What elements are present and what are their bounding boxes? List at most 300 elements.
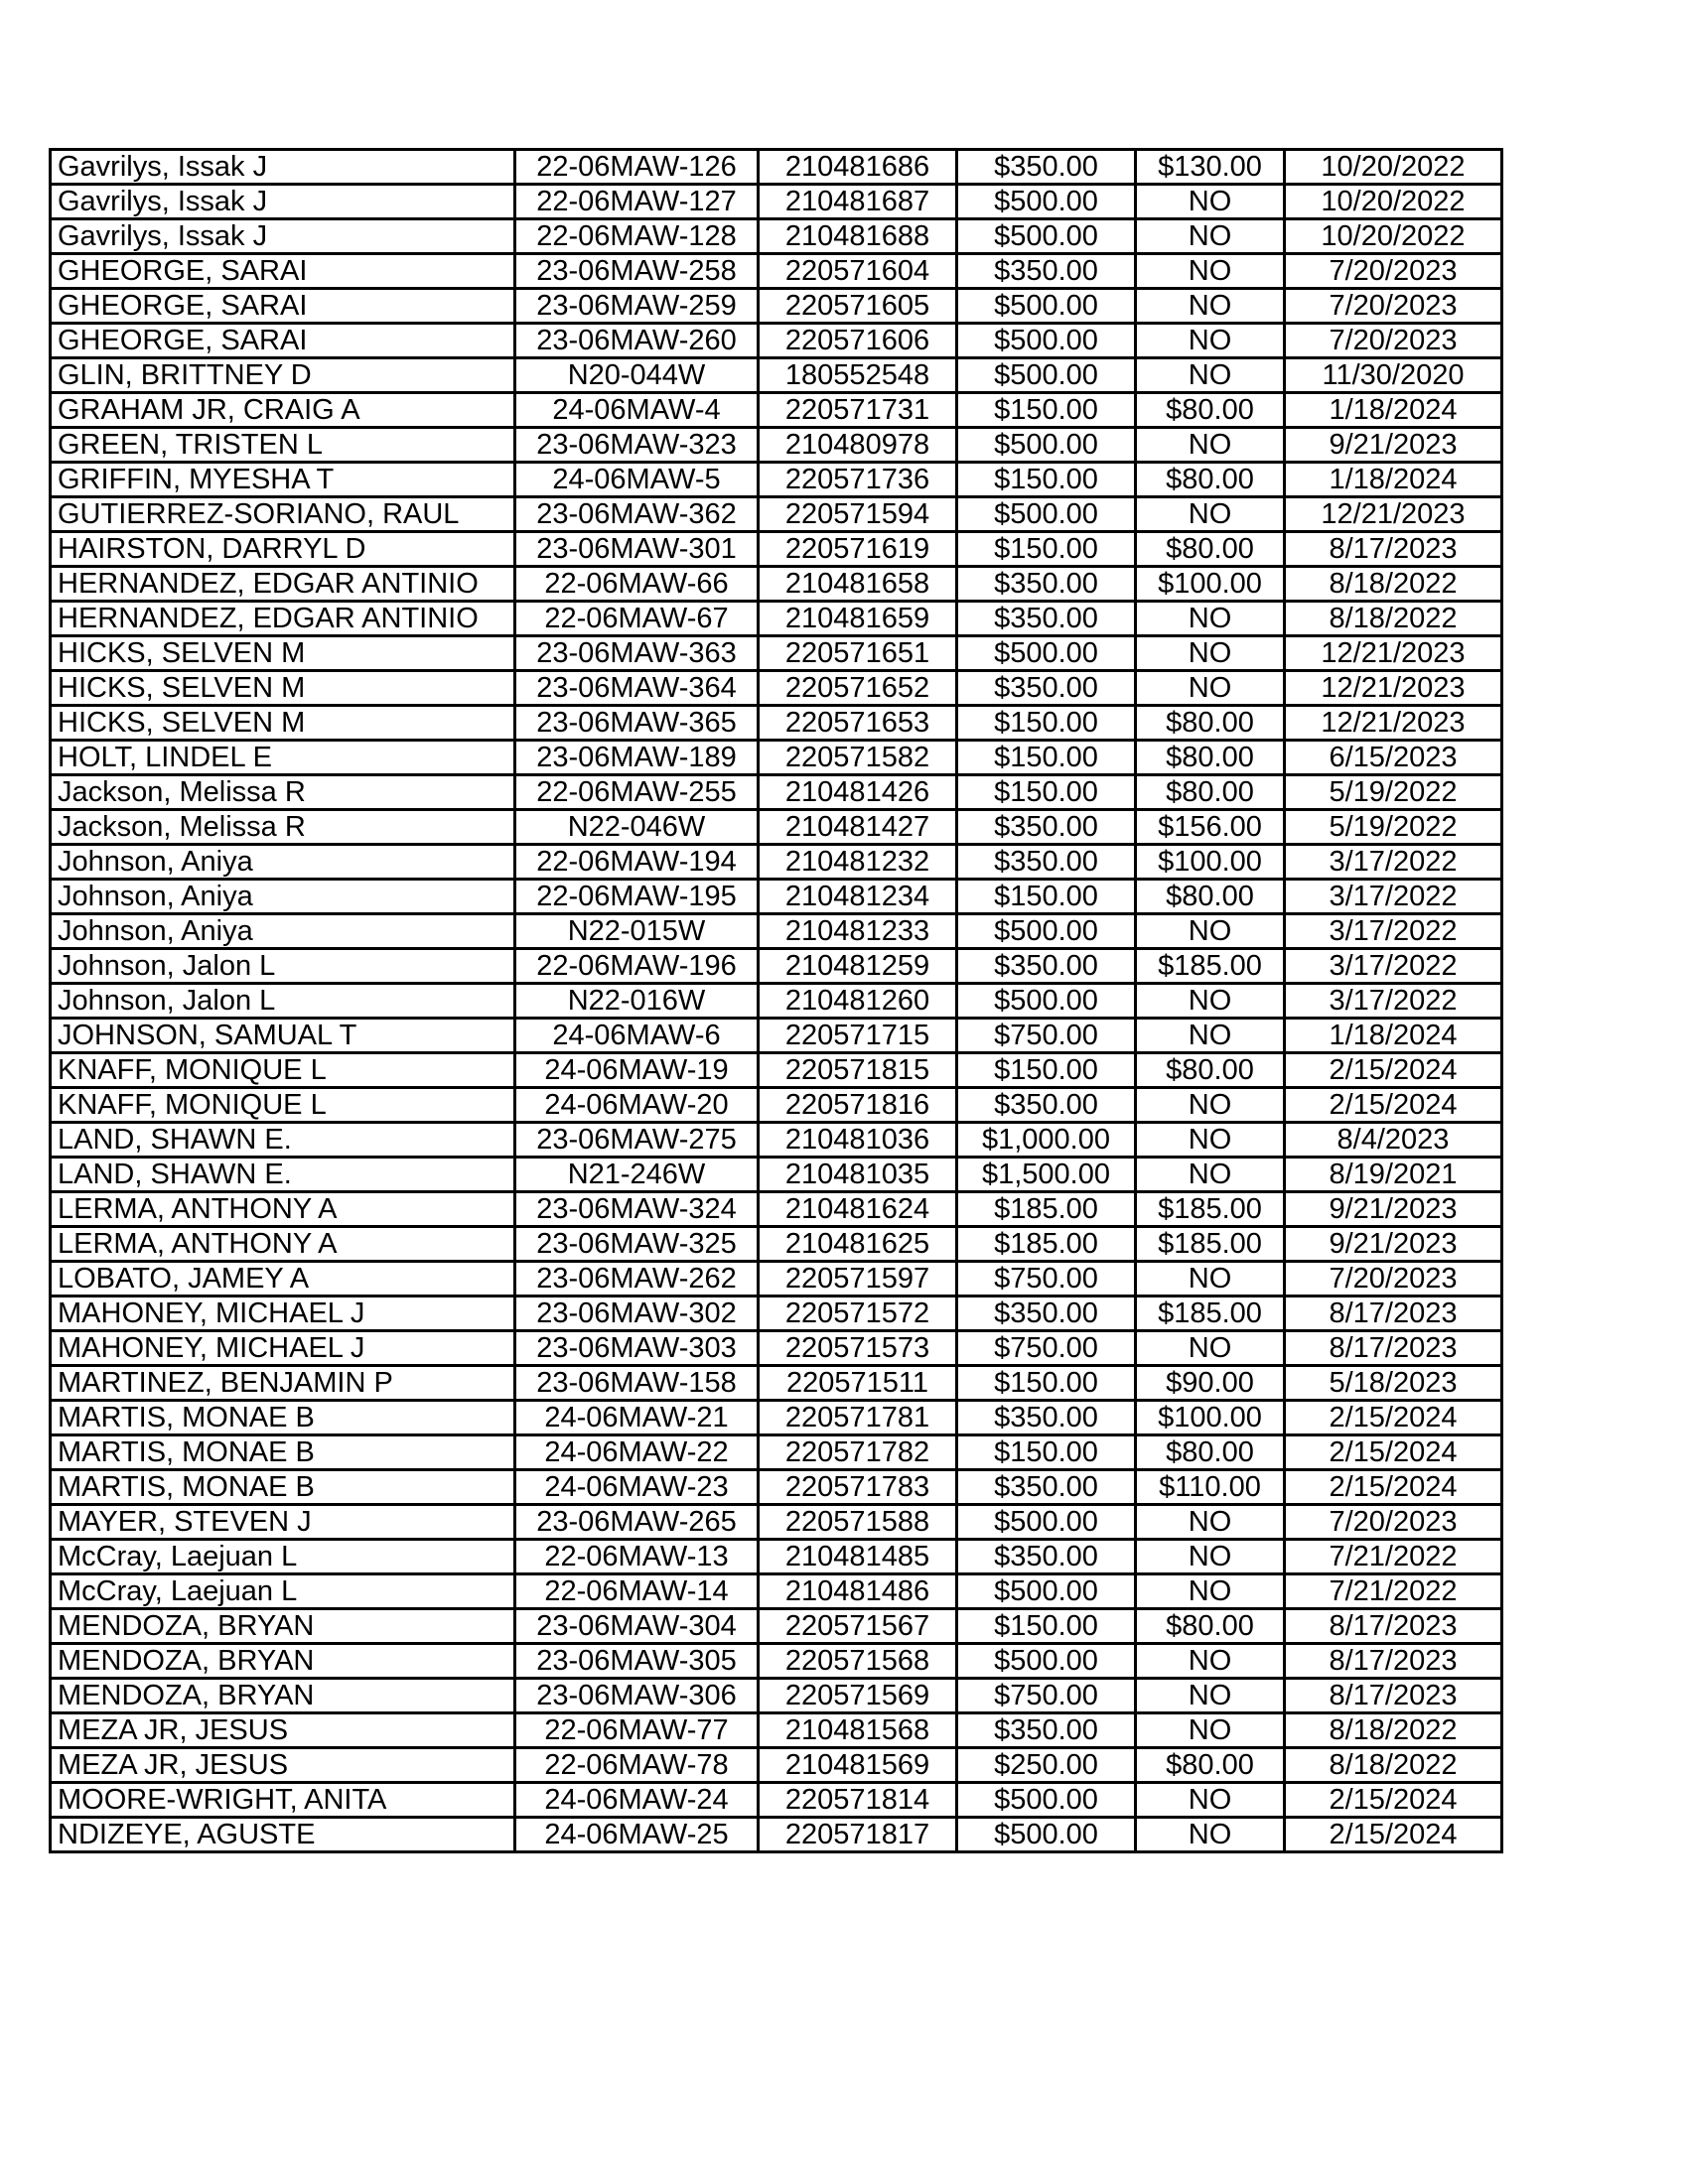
case-number-cell: 24-06MAW-24 <box>515 1783 759 1818</box>
date-cell: 7/21/2022 <box>1285 1540 1502 1574</box>
amount-cell: $750.00 <box>957 1019 1136 1053</box>
table-row <box>51 185 1502 219</box>
date-cell: 2/15/2024 <box>1285 1053 1502 1088</box>
paid-cell: NO <box>1136 289 1285 324</box>
table-row <box>51 358 1502 393</box>
name-cell: GLIN, BRITTNEY D <box>51 358 515 393</box>
table-row <box>51 254 1502 289</box>
ticket-number-cell: 210481259 <box>759 949 957 984</box>
paid-cell: $156.00 <box>1136 810 1285 845</box>
case-number-cell: 22-06MAW-194 <box>515 845 759 880</box>
name-cell: GUTIERREZ-SORIANO, RAUL <box>51 497 515 532</box>
paid-cell: NO <box>1136 1088 1285 1123</box>
case-number-cell: 24-06MAW-6 <box>515 1019 759 1053</box>
paid-cell: $185.00 <box>1136 1297 1285 1331</box>
case-number-cell: 22-06MAW-14 <box>515 1574 759 1609</box>
name-cell: MENDOZA, BRYAN <box>51 1644 515 1679</box>
amount-cell: $500.00 <box>957 1644 1136 1679</box>
name-cell: McCray, Laejuan L <box>51 1574 515 1609</box>
amount-cell: $350.00 <box>957 1297 1136 1331</box>
name-cell: HAIRSTON, DARRYL D <box>51 532 515 567</box>
paid-cell: $80.00 <box>1136 463 1285 497</box>
case-number-cell: 22-06MAW-77 <box>515 1713 759 1748</box>
table-row <box>51 1088 1502 1123</box>
paid-cell: NO <box>1136 1783 1285 1818</box>
case-number-cell: 23-06MAW-260 <box>515 324 759 358</box>
ticket-number-cell: 210481234 <box>759 880 957 914</box>
date-cell: 9/21/2023 <box>1285 1227 1502 1262</box>
name-cell: Johnson, Aniya <box>51 880 515 914</box>
amount-cell: $750.00 <box>957 1679 1136 1713</box>
date-cell: 1/18/2024 <box>1285 393 1502 428</box>
paid-cell: NO <box>1136 1158 1285 1192</box>
paid-cell: $80.00 <box>1136 880 1285 914</box>
table-row <box>51 1401 1502 1435</box>
table-row <box>51 636 1502 671</box>
amount-cell: $250.00 <box>957 1748 1136 1783</box>
table-row <box>51 1297 1502 1331</box>
case-number-cell: 23-06MAW-302 <box>515 1297 759 1331</box>
name-cell: MAHONEY, MICHAEL J <box>51 1331 515 1366</box>
case-number-cell: 23-06MAW-325 <box>515 1227 759 1262</box>
case-number-cell: 22-06MAW-66 <box>515 567 759 602</box>
date-cell: 8/4/2023 <box>1285 1123 1502 1158</box>
table-row <box>51 393 1502 428</box>
amount-cell: $500.00 <box>957 1818 1136 1852</box>
ticket-number-cell: 220571572 <box>759 1297 957 1331</box>
ticket-number-cell: 210481659 <box>759 602 957 636</box>
name-cell: JOHNSON, SAMUAL T <box>51 1019 515 1053</box>
name-cell: Johnson, Aniya <box>51 845 515 880</box>
table-row <box>51 1053 1502 1088</box>
case-number-cell: 22-06MAW-255 <box>515 775 759 810</box>
name-cell: MARTIS, MONAE B <box>51 1435 515 1470</box>
amount-cell: $150.00 <box>957 706 1136 741</box>
amount-cell: $500.00 <box>957 219 1136 254</box>
amount-cell: $500.00 <box>957 185 1136 219</box>
paid-cell: $80.00 <box>1136 532 1285 567</box>
date-cell: 5/19/2022 <box>1285 810 1502 845</box>
name-cell: Johnson, Jalon L <box>51 984 515 1019</box>
table-row <box>51 602 1502 636</box>
paid-cell: $90.00 <box>1136 1366 1285 1401</box>
paid-cell: NO <box>1136 1818 1285 1852</box>
paid-cell: $80.00 <box>1136 1435 1285 1470</box>
ticket-number-cell: 210481687 <box>759 185 957 219</box>
ticket-number-cell: 220571582 <box>759 741 957 775</box>
ticket-number-cell: 220571569 <box>759 1679 957 1713</box>
amount-cell: $500.00 <box>957 324 1136 358</box>
ticket-number-cell: 210481485 <box>759 1540 957 1574</box>
paid-cell: NO <box>1136 219 1285 254</box>
case-number-cell: 23-06MAW-306 <box>515 1679 759 1713</box>
paid-cell: $185.00 <box>1136 1192 1285 1227</box>
paid-cell: $185.00 <box>1136 1227 1285 1262</box>
ticket-number-cell: 210481568 <box>759 1713 957 1748</box>
name-cell: HICKS, SELVEN M <box>51 636 515 671</box>
ticket-number-cell: 210481427 <box>759 810 957 845</box>
name-cell: GHEORGE, SARAI <box>51 254 515 289</box>
date-cell: 10/20/2022 <box>1285 219 1502 254</box>
name-cell: LAND, SHAWN E. <box>51 1158 515 1192</box>
date-cell: 12/21/2023 <box>1285 636 1502 671</box>
case-number-cell: 23-06MAW-304 <box>515 1609 759 1644</box>
date-cell: 3/17/2022 <box>1285 845 1502 880</box>
ticket-number-cell: 210481426 <box>759 775 957 810</box>
case-number-cell: 23-06MAW-365 <box>515 706 759 741</box>
paid-cell: NO <box>1136 1331 1285 1366</box>
case-number-cell: 23-06MAW-275 <box>515 1123 759 1158</box>
case-number-cell: 24-06MAW-4 <box>515 393 759 428</box>
name-cell: Gavrilys, Issak J <box>51 150 515 185</box>
date-cell: 7/20/2023 <box>1285 254 1502 289</box>
paid-cell: $80.00 <box>1136 1053 1285 1088</box>
ticket-number-cell: 220571606 <box>759 324 957 358</box>
table-row <box>51 1435 1502 1470</box>
amount-cell: $350.00 <box>957 567 1136 602</box>
name-cell: MEZA JR, JESUS <box>51 1713 515 1748</box>
date-cell: 9/21/2023 <box>1285 428 1502 463</box>
date-cell: 8/17/2023 <box>1285 1679 1502 1713</box>
case-number-cell: N22-016W <box>515 984 759 1019</box>
paid-cell: NO <box>1136 1123 1285 1158</box>
ticket-number-cell: 210481688 <box>759 219 957 254</box>
ticket-number-cell: 210481035 <box>759 1158 957 1192</box>
name-cell: HERNANDEZ, EDGAR ANTINIO <box>51 567 515 602</box>
case-number-cell: 24-06MAW-22 <box>515 1435 759 1470</box>
case-number-cell: 23-06MAW-301 <box>515 532 759 567</box>
amount-cell: $500.00 <box>957 1505 1136 1540</box>
table-row <box>51 463 1502 497</box>
date-cell: 7/20/2023 <box>1285 324 1502 358</box>
case-number-cell: 24-06MAW-20 <box>515 1088 759 1123</box>
date-cell: 2/15/2024 <box>1285 1470 1502 1505</box>
paid-cell: NO <box>1136 1262 1285 1297</box>
case-number-cell: 23-06MAW-158 <box>515 1366 759 1401</box>
case-number-cell: 22-06MAW-127 <box>515 185 759 219</box>
amount-cell: $185.00 <box>957 1227 1136 1262</box>
case-number-cell: 23-06MAW-265 <box>515 1505 759 1540</box>
paid-cell: $185.00 <box>1136 949 1285 984</box>
case-number-cell: 23-06MAW-363 <box>515 636 759 671</box>
ticket-number-cell: 220571652 <box>759 671 957 706</box>
name-cell: MENDOZA, BRYAN <box>51 1609 515 1644</box>
table-row <box>51 845 1502 880</box>
date-cell: 3/17/2022 <box>1285 984 1502 1019</box>
table-row <box>51 1192 1502 1227</box>
table-row <box>51 1123 1502 1158</box>
name-cell: LERMA, ANTHONY A <box>51 1227 515 1262</box>
amount-cell: $500.00 <box>957 914 1136 949</box>
ticket-number-cell: 220571715 <box>759 1019 957 1053</box>
case-number-cell: 24-06MAW-25 <box>515 1818 759 1852</box>
date-cell: 2/15/2024 <box>1285 1818 1502 1852</box>
table-row <box>51 810 1502 845</box>
amount-cell: $1,500.00 <box>957 1158 1136 1192</box>
ticket-number-cell: 210481232 <box>759 845 957 880</box>
date-cell: 3/17/2022 <box>1285 949 1502 984</box>
case-number-cell: 23-06MAW-262 <box>515 1262 759 1297</box>
case-number-cell: 23-06MAW-189 <box>515 741 759 775</box>
amount-cell: $500.00 <box>957 1783 1136 1818</box>
paid-cell: NO <box>1136 1019 1285 1053</box>
amount-cell: $150.00 <box>957 741 1136 775</box>
paid-cell: NO <box>1136 1679 1285 1713</box>
name-cell: GRAHAM JR, CRAIG A <box>51 393 515 428</box>
ticket-number-cell: 210481658 <box>759 567 957 602</box>
amount-cell: $185.00 <box>957 1192 1136 1227</box>
ticket-number-cell: 210481624 <box>759 1192 957 1227</box>
date-cell: 5/19/2022 <box>1285 775 1502 810</box>
date-cell: 11/30/2020 <box>1285 358 1502 393</box>
name-cell: LERMA, ANTHONY A <box>51 1192 515 1227</box>
table-row <box>51 1470 1502 1505</box>
name-cell: GHEORGE, SARAI <box>51 289 515 324</box>
name-cell: MEZA JR, JESUS <box>51 1748 515 1783</box>
date-cell: 8/17/2023 <box>1285 1644 1502 1679</box>
ticket-number-cell: 220571781 <box>759 1401 957 1435</box>
ticket-number-cell: 210481486 <box>759 1574 957 1609</box>
date-cell: 1/18/2024 <box>1285 463 1502 497</box>
amount-cell: $500.00 <box>957 984 1136 1019</box>
table-row <box>51 1818 1502 1852</box>
ticket-number-cell: 220571567 <box>759 1609 957 1644</box>
date-cell: 7/20/2023 <box>1285 1262 1502 1297</box>
table-row <box>51 1748 1502 1783</box>
paid-cell: $80.00 <box>1136 1609 1285 1644</box>
amount-cell: $350.00 <box>957 254 1136 289</box>
paid-cell: NO <box>1136 1644 1285 1679</box>
case-number-cell: 22-06MAW-126 <box>515 150 759 185</box>
ticket-number-cell: 210481233 <box>759 914 957 949</box>
ticket-number-cell: 220571604 <box>759 254 957 289</box>
case-number-cell: 22-06MAW-67 <box>515 602 759 636</box>
table-row <box>51 1262 1502 1297</box>
paid-cell: NO <box>1136 1540 1285 1574</box>
case-number-cell: 24-06MAW-21 <box>515 1401 759 1435</box>
date-cell: 1/18/2024 <box>1285 1019 1502 1053</box>
date-cell: 10/20/2022 <box>1285 185 1502 219</box>
ticket-number-cell: 220571815 <box>759 1053 957 1088</box>
amount-cell: $350.00 <box>957 810 1136 845</box>
name-cell: Jackson, Melissa R <box>51 775 515 810</box>
name-cell: LAND, SHAWN E. <box>51 1123 515 1158</box>
name-cell: Johnson, Aniya <box>51 914 515 949</box>
name-cell: HICKS, SELVEN M <box>51 671 515 706</box>
table-row <box>51 880 1502 914</box>
ticket-number-cell: 220571731 <box>759 393 957 428</box>
case-number-cell: 23-06MAW-259 <box>515 289 759 324</box>
paid-cell: $110.00 <box>1136 1470 1285 1505</box>
amount-cell: $150.00 <box>957 1609 1136 1644</box>
case-number-cell: 23-06MAW-364 <box>515 671 759 706</box>
case-number-cell: 22-06MAW-13 <box>515 1540 759 1574</box>
amount-cell: $350.00 <box>957 671 1136 706</box>
amount-cell: $150.00 <box>957 1435 1136 1470</box>
paid-cell: NO <box>1136 1713 1285 1748</box>
table-row <box>51 706 1502 741</box>
table-row <box>51 741 1502 775</box>
ticket-number-cell: 210481036 <box>759 1123 957 1158</box>
case-number-cell: 24-06MAW-5 <box>515 463 759 497</box>
paid-cell: NO <box>1136 1505 1285 1540</box>
amount-cell: $350.00 <box>957 1401 1136 1435</box>
table-row <box>51 671 1502 706</box>
table-row <box>51 428 1502 463</box>
table-row <box>51 1227 1502 1262</box>
table-row <box>51 150 1502 185</box>
amount-cell: $150.00 <box>957 393 1136 428</box>
ticket-number-cell: 220571814 <box>759 1783 957 1818</box>
date-cell: 7/21/2022 <box>1285 1574 1502 1609</box>
amount-cell: $500.00 <box>957 1574 1136 1609</box>
name-cell: MOORE-WRIGHT, ANITA <box>51 1783 515 1818</box>
table-row <box>51 1609 1502 1644</box>
case-number-cell: 22-06MAW-196 <box>515 949 759 984</box>
name-cell: Gavrilys, Issak J <box>51 219 515 254</box>
ticket-number-cell: 180552548 <box>759 358 957 393</box>
name-cell: HICKS, SELVEN M <box>51 706 515 741</box>
paid-cell: $80.00 <box>1136 775 1285 810</box>
table-row <box>51 984 1502 1019</box>
date-cell: 8/17/2023 <box>1285 1609 1502 1644</box>
ticket-number-cell: 220571588 <box>759 1505 957 1540</box>
date-cell: 8/17/2023 <box>1285 532 1502 567</box>
paid-cell: $80.00 <box>1136 741 1285 775</box>
case-number-cell: N20-044W <box>515 358 759 393</box>
name-cell: GHEORGE, SARAI <box>51 324 515 358</box>
table-row <box>51 1644 1502 1679</box>
case-number-cell: 24-06MAW-23 <box>515 1470 759 1505</box>
table-row <box>51 324 1502 358</box>
date-cell: 5/18/2023 <box>1285 1366 1502 1401</box>
paid-cell: NO <box>1136 324 1285 358</box>
case-number-cell: 23-06MAW-324 <box>515 1192 759 1227</box>
paid-cell: NO <box>1136 602 1285 636</box>
ticket-number-cell: 220571568 <box>759 1644 957 1679</box>
case-number-cell: 22-06MAW-78 <box>515 1748 759 1783</box>
table-row <box>51 775 1502 810</box>
name-cell: MENDOZA, BRYAN <box>51 1679 515 1713</box>
table-row <box>51 1679 1502 1713</box>
amount-cell: $500.00 <box>957 497 1136 532</box>
date-cell: 9/21/2023 <box>1285 1192 1502 1227</box>
paid-cell: NO <box>1136 914 1285 949</box>
ticket-number-cell: 220571651 <box>759 636 957 671</box>
case-number-cell: 22-06MAW-128 <box>515 219 759 254</box>
ticket-number-cell: 210481569 <box>759 1748 957 1783</box>
date-cell: 7/20/2023 <box>1285 289 1502 324</box>
amount-cell: $1,000.00 <box>957 1123 1136 1158</box>
amount-cell: $150.00 <box>957 463 1136 497</box>
name-cell: MARTINEZ, BENJAMIN P <box>51 1366 515 1401</box>
amount-cell: $350.00 <box>957 1470 1136 1505</box>
paid-cell: NO <box>1136 636 1285 671</box>
date-cell: 8/18/2022 <box>1285 602 1502 636</box>
ticket-number-cell: 220571605 <box>759 289 957 324</box>
amount-cell: $350.00 <box>957 949 1136 984</box>
case-number-cell: 23-06MAW-258 <box>515 254 759 289</box>
date-cell: 2/15/2024 <box>1285 1783 1502 1818</box>
table-row <box>51 1158 1502 1192</box>
date-cell: 2/15/2024 <box>1285 1401 1502 1435</box>
case-number-cell: 23-06MAW-303 <box>515 1331 759 1366</box>
records-table-body <box>51 150 1502 1852</box>
amount-cell: $500.00 <box>957 358 1136 393</box>
name-cell: KNAFF, MONIQUE L <box>51 1053 515 1088</box>
records-table <box>49 148 1503 1853</box>
date-cell: 3/17/2022 <box>1285 880 1502 914</box>
paid-cell: $100.00 <box>1136 1401 1285 1435</box>
table-row <box>51 949 1502 984</box>
amount-cell: $150.00 <box>957 1053 1136 1088</box>
case-number-cell: 24-06MAW-19 <box>515 1053 759 1088</box>
paid-cell: NO <box>1136 428 1285 463</box>
name-cell: MARTIS, MONAE B <box>51 1470 515 1505</box>
name-cell: GRIFFIN, MYESHA T <box>51 463 515 497</box>
name-cell: NDIZEYE, AGUSTE <box>51 1818 515 1852</box>
name-cell: McCray, Laejuan L <box>51 1540 515 1574</box>
case-number-cell: N22-015W <box>515 914 759 949</box>
date-cell: 10/20/2022 <box>1285 150 1502 185</box>
amount-cell: $150.00 <box>957 775 1136 810</box>
paid-cell: NO <box>1136 984 1285 1019</box>
ticket-number-cell: 220571782 <box>759 1435 957 1470</box>
ticket-number-cell: 220571783 <box>759 1470 957 1505</box>
table-row <box>51 1783 1502 1818</box>
date-cell: 2/15/2024 <box>1285 1435 1502 1470</box>
amount-cell: $150.00 <box>957 532 1136 567</box>
paid-cell: NO <box>1136 1574 1285 1609</box>
amount-cell: $500.00 <box>957 636 1136 671</box>
table-row <box>51 219 1502 254</box>
date-cell: 8/19/2021 <box>1285 1158 1502 1192</box>
case-number-cell: N22-046W <box>515 810 759 845</box>
date-cell: 8/17/2023 <box>1285 1297 1502 1331</box>
name-cell: Gavrilys, Issak J <box>51 185 515 219</box>
table-row <box>51 1505 1502 1540</box>
table-row <box>51 497 1502 532</box>
ticket-number-cell: 220571653 <box>759 706 957 741</box>
name-cell: MAYER, STEVEN J <box>51 1505 515 1540</box>
ticket-number-cell: 220571816 <box>759 1088 957 1123</box>
amount-cell: $750.00 <box>957 1262 1136 1297</box>
paid-cell: $80.00 <box>1136 393 1285 428</box>
paid-cell: $100.00 <box>1136 567 1285 602</box>
amount-cell: $350.00 <box>957 602 1136 636</box>
paid-cell: NO <box>1136 497 1285 532</box>
table-row <box>51 1574 1502 1609</box>
amount-cell: $500.00 <box>957 289 1136 324</box>
ticket-number-cell: 220571817 <box>759 1818 957 1852</box>
paid-cell: $130.00 <box>1136 150 1285 185</box>
paid-cell: $80.00 <box>1136 1748 1285 1783</box>
ticket-number-cell: 210481260 <box>759 984 957 1019</box>
case-number-cell: 22-06MAW-195 <box>515 880 759 914</box>
date-cell: 8/18/2022 <box>1285 1713 1502 1748</box>
amount-cell: $500.00 <box>957 428 1136 463</box>
paid-cell: $80.00 <box>1136 706 1285 741</box>
table-row <box>51 1019 1502 1053</box>
amount-cell: $350.00 <box>957 1088 1136 1123</box>
date-cell: 12/21/2023 <box>1285 671 1502 706</box>
amount-cell: $350.00 <box>957 1540 1136 1574</box>
date-cell: 8/17/2023 <box>1285 1331 1502 1366</box>
amount-cell: $350.00 <box>957 845 1136 880</box>
ticket-number-cell: 220571511 <box>759 1366 957 1401</box>
table-row <box>51 914 1502 949</box>
case-number-cell: 23-06MAW-305 <box>515 1644 759 1679</box>
